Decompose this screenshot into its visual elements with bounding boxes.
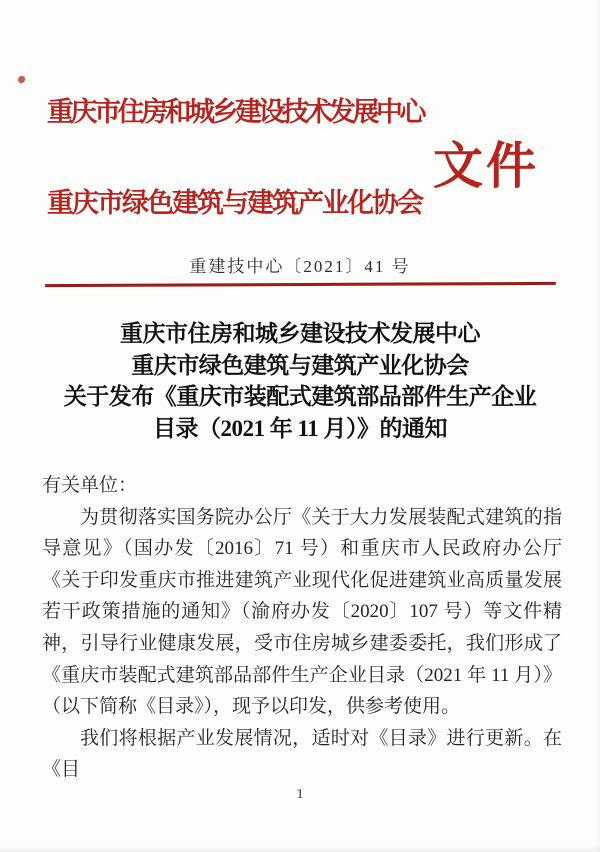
document-title-line-1: 重庆市住房和城乡建设技术发展中心 xyxy=(120,321,480,346)
document-title-line-3: 关于发布《重庆市装配式建筑部品部件生产企业 xyxy=(63,384,537,409)
letterhead-org-line-2: 重庆市绿色建筑与建筑产业化协会 xyxy=(47,188,422,218)
body-paragraph-2: 我们将根据产业发展情况，适时对《目录》进行更新。在《目 xyxy=(42,727,562,781)
salutation: 有关单位： xyxy=(42,475,138,496)
page-number: 1 xyxy=(296,787,304,802)
letterhead-org-line-1: 重庆市住房和城乡建设技术发展中心 xyxy=(47,97,423,127)
body-paragraph-1: 为贯彻落实国务院办公厅《关于大力发展装配式建筑的指导意见》（国办发〔2016〕71 号）和重庆市人民政府办公厅《关于印发重庆市推进建筑产业现代化促进建筑业高质量发展若干政策措施的通知》（渝府办发〔2020〕107 号）等文件精神，引导行业健康发展，受市住房城乡建委委托，我们形成了《重庆市装配式建筑部品部件生产企业目录（2021 年 11 月）》（以下简称《目录》），现予以印发，供参考使用。 xyxy=(42,506,562,718)
document-title xyxy=(30,318,570,444)
scan-shadow-bottom xyxy=(0,844,600,852)
red-divider-line xyxy=(45,282,556,287)
document-body xyxy=(42,470,562,786)
document-title-line-2: 重庆市绿色建筑与建筑产业化协会 xyxy=(131,352,469,378)
document-number: 重建技中心〔2021〕41 号 xyxy=(189,257,411,276)
red-ink-speck xyxy=(18,76,25,83)
document-title-line-4: 目录（2021 年 11 月）》的通知 xyxy=(153,415,447,441)
letterhead-doc-type-word: 文件 xyxy=(433,138,539,194)
scan-shadow-right xyxy=(594,0,600,852)
